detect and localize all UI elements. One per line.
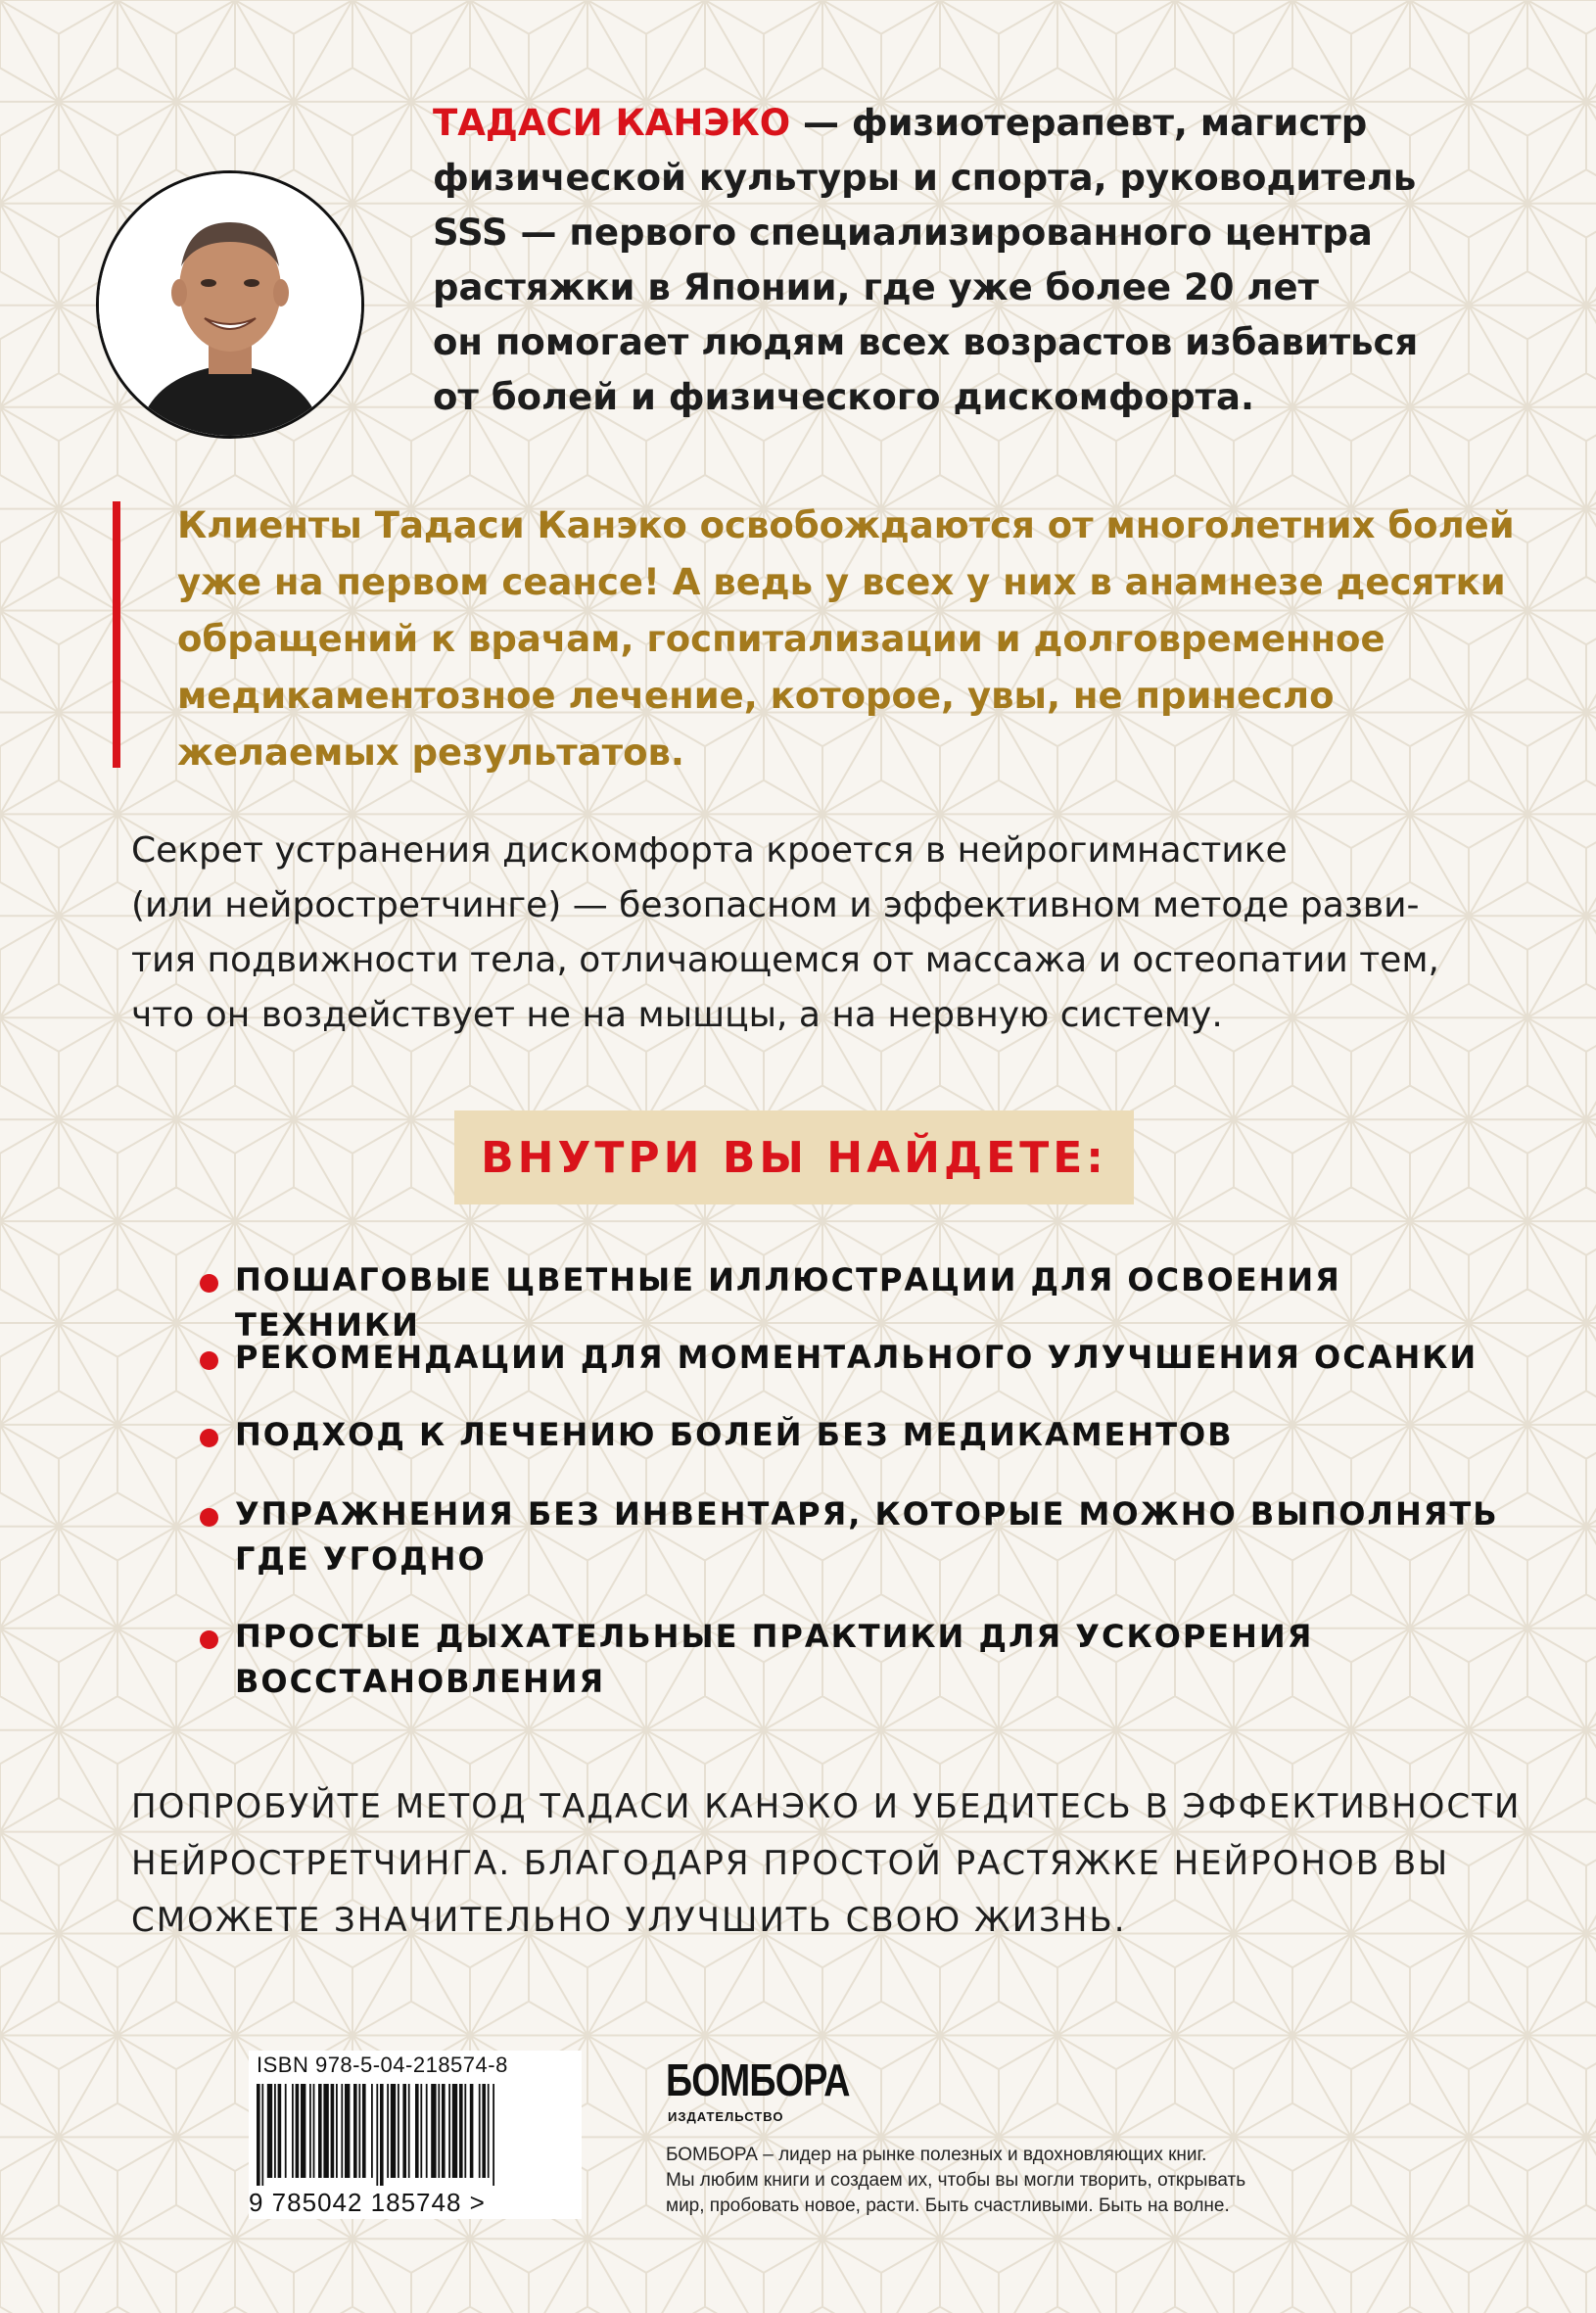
feature-text: УПРАЖНЕНИЯ БЕЗ ИНВЕНТАРЯ, КОТОРЫЕ МОЖНО ВЫПОЛНЯТЬ [235, 1495, 1499, 1533]
quote-line: Клиенты Тадаси Канэко освобождаются от многолетних болей [177, 504, 1515, 546]
bio-line-6: от болей и физического дискомфорта. [433, 376, 1255, 418]
bio-text: — физиотерапевт, магистр [790, 102, 1368, 144]
closing-line: НЕЙРОСТРЕТЧИНГА. БЛАГОДАРЯ ПРОСТОЙ РАСТЯЖКЕ НЕЙРОНОВ ВЫ [131, 1844, 1450, 1883]
feature-text: ПОДХОД К ЛЕЧЕНИЮ БОЛЕЙ БЕЗ МЕДИКАМЕНТОВ [235, 1416, 1234, 1453]
inside-heading: ВНУТРИ ВЫ НАЙДЕТЕ: [481, 1132, 1107, 1183]
quote-line: обращений к врачам, госпитализации и долговременное [177, 618, 1385, 660]
author-name: ТАДАСИ КАНЭКО [433, 102, 791, 144]
bullet-dot-icon [200, 1274, 218, 1293]
publisher-line: БОМБОРА – лидер на рынке полезных и вдохновляющих книг. [666, 2145, 1207, 2165]
quote-line: медикаментозное лечение, которое, увы, не принесло [177, 675, 1335, 717]
publisher-line: мир, пробовать новое, расти. Быть счастливыми. Быть на волне. [666, 2195, 1230, 2216]
description-paragraph [131, 824, 1502, 1043]
bio-line-2: физической культуры и спорта, руководитель [433, 157, 1417, 199]
feature-text: ГДЕ УГОДНО [235, 1540, 487, 1578]
bullet-dot-icon [200, 1630, 218, 1649]
closing-line: СМОЖЕТЕ ЗНАЧИТЕЛЬНО УЛУЧШИТЬ СВОЮ ЖИЗНЬ. [131, 1901, 1127, 1940]
bio-line-4: растяжки в Японии, где уже более 20 лет [433, 266, 1319, 308]
barcode-digits: 9 785042 185748 > [249, 2188, 486, 2217]
description-line: Секрет устранения дискомфорта кроется в нейрогимнастике [131, 830, 1288, 871]
bullet-dot-icon [200, 1429, 218, 1447]
closing-paragraph [131, 1778, 1522, 1949]
feature-text: ПРОСТЫЕ ДЫХАТЕЛЬНЫЕ ПРАКТИКИ ДЛЯ УСКОРЕНИЯ [235, 1618, 1314, 1655]
bio-line-5: он помогает людям всех возрастов избавиться [433, 321, 1419, 363]
inside-heading-box [454, 1110, 1134, 1204]
feature-text: ПОШАГОВЫЕ ЦВЕТНЫЕ ИЛЛЮСТРАЦИИ ДЛЯ ОСВОЕНИЯ ТЕХНИКИ [235, 1261, 1341, 1344]
feature-item [200, 1335, 1502, 1380]
quote-block [177, 497, 1528, 781]
quote-accent-bar [113, 501, 120, 768]
quote-line: уже на первом сеансе! А ведь у всех у них в анамнезе десятки [177, 561, 1506, 603]
feature-text: ВОССТАНОВЛЕНИЯ [235, 1663, 606, 1700]
bullet-dot-icon [200, 1351, 218, 1370]
publisher-subtitle: ИЗДАТЕЛЬСТВО [668, 2109, 784, 2124]
bio-line-3: SSS — первого специализированного центра [433, 212, 1373, 254]
bio-line-1 [433, 96, 1510, 151]
author-photo [96, 170, 364, 439]
publisher-line: Мы любим книги и создаем их, чтобы вы могли творить, открывать [666, 2170, 1246, 2191]
feature-item [200, 1491, 1502, 1581]
publisher-description [666, 2143, 1410, 2219]
publisher-logo: БОМБОРА [666, 2054, 850, 2105]
author-bio [433, 96, 1510, 425]
barcode-graphic [257, 2084, 574, 2186]
description-line: (или нейростретчинге) — безопасном и эффективном методе разви- [131, 885, 1420, 925]
description-line: тия подвижности тела, отличающемся от массажа и остеопатии тем, [131, 940, 1439, 980]
quote-line: желаемых результатов. [177, 732, 684, 774]
closing-line: ПОПРОБУЙТЕ МЕТОД ТАДАСИ КАНЭКО И УБЕДИТЕСЬ В ЭФФЕКТИВНОСТИ [131, 1787, 1522, 1826]
bullet-dot-icon [200, 1508, 218, 1527]
barcode-panel [249, 2051, 582, 2219]
isbn-label: ISBN 978-5-04-218574-8 [257, 2053, 508, 2077]
feature-item [200, 1412, 1502, 1457]
feature-item [200, 1614, 1502, 1704]
description-line: что он воздействует не на мышцы, а на нервную систему. [131, 995, 1223, 1035]
feature-text: РЕКОМЕНДАЦИИ ДЛЯ МОМЕНТАЛЬНОГО УЛУЧШЕНИЯ ОСАНКИ [235, 1339, 1479, 1376]
